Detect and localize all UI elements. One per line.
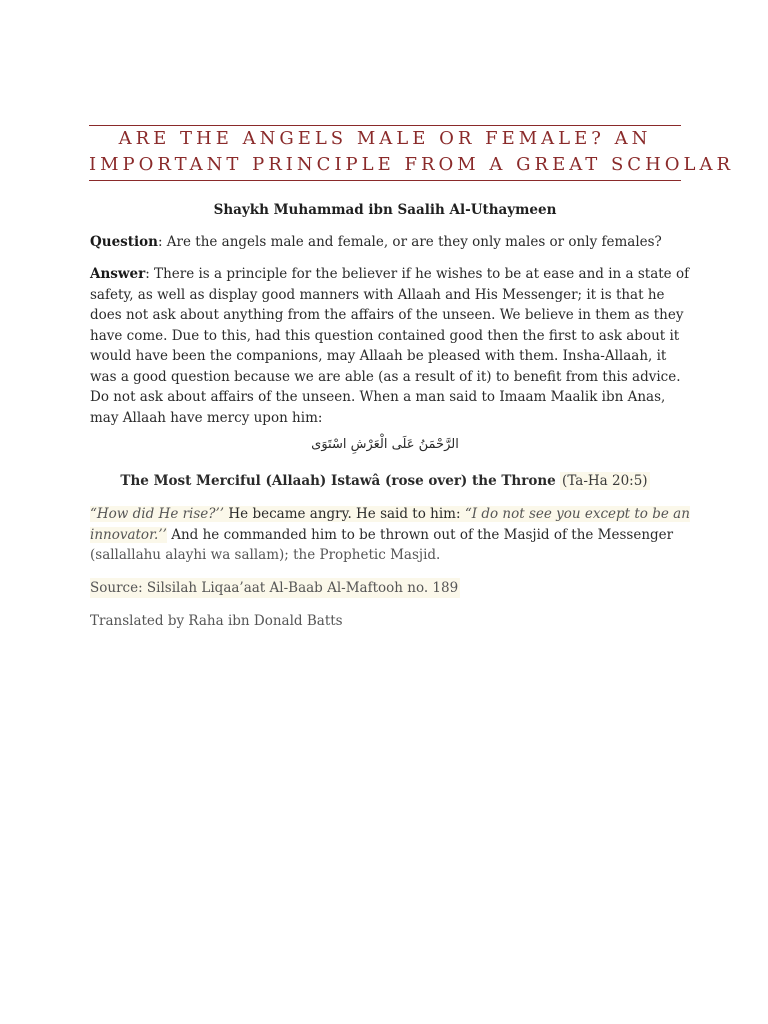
answer-paragraph [90,264,690,428]
answer-line-4: have come. Due to this, had this question contained good then the first to ask about it [90,327,680,344]
story-quote-2-part-2: innovator.’’ [90,526,167,543]
question-label: Question [90,234,158,250]
title-line-2: IMPORTANT PRINCIPLE FROM A GREAT SCHOLAR [89,154,735,175]
verse-translation [89,471,681,491]
answer-text-1: : There is a principle for the believer if he wishes to be at ease and in a state of [145,266,690,282]
story-paragraph [90,504,690,566]
source-citation: Source: Silsilah Liqaa’aat Al-Baab Al-Maftooh no. 189 [90,580,459,596]
story-line-1 [90,504,690,525]
story-quote-1: “How did He rise?’’ [90,506,225,522]
story-after-quote: And he commanded him to be thrown out of the Masjid of the Messenger [166,526,674,543]
title-bottom-rule [89,180,681,181]
answer-line-2: safety, as well as display good manners with Allaah and His Messenger; it is that he [90,286,665,303]
story-quote-2-part-1: “I do not see you except to be an [464,506,690,522]
question-paragraph [90,232,690,253]
author-name: Shaykh Muhammad ibn Saalih Al-Uthaymeen [213,202,557,218]
answer-label: Answer [90,266,146,282]
answer-line-7: Do not ask about affairs of the unseen. When a man said to Imaam Maalik ibn Anas, [90,389,666,405]
arabic-verse: الرَّحْمَنُ عَلَى الْعَرْشِ اسْتَوَى [311,437,459,452]
story-line-2 [90,525,690,546]
answer-line-8: may Allaah have mercy upon him: [90,409,323,426]
answer-line-6: was a good question because we are able (as a result of it) to benefit from this advice. [90,368,681,385]
question-text: : Are the angels male and female, or are they only males or only females? [157,234,662,250]
story-line-3: (sallallahu alayhi wa sallam); the Prophetic Masjid. [90,547,441,563]
answer-line-1 [90,264,690,285]
answer-line-3: does not ask about anything from the affairs of the unseen. We believe in them as they [90,307,684,323]
document-title [89,126,735,178]
answer-line-5: would have been the companions, may Allaah be pleased with them. Insha-Allaah, it [90,348,667,364]
translator-credit: Translated by Raha ibn Donald Batts [90,613,343,629]
verse-text: The Most Merciful (Allaah) Istawâ (rose over) the Throne [120,473,556,489]
story-middle: He became angry. He said to him: [224,506,465,522]
verse-reference: (Ta-Ha 20:5) [562,473,648,489]
title-line-1: ARE THE ANGELS MALE OR FEMALE? AN [118,128,652,149]
